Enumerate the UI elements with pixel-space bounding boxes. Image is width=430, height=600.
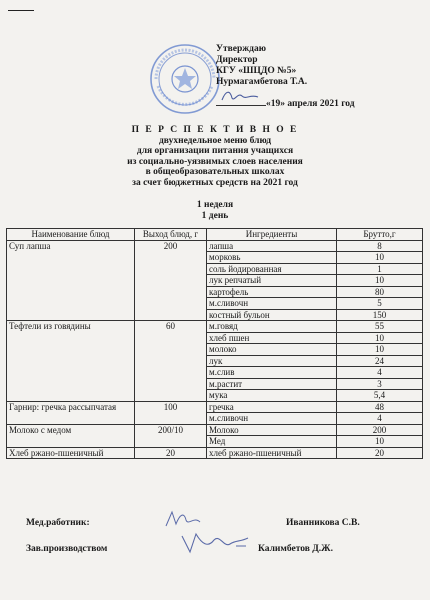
ingredient-gross: 10 xyxy=(337,252,423,264)
ingredient-name: картофель xyxy=(207,286,337,298)
approval-date-text: «19» апреля 2021 год xyxy=(266,99,355,109)
document-title xyxy=(0,125,430,188)
ingredient-name: Молоко xyxy=(207,424,337,436)
head-of-production-name: Калимбетов Д.Ж. xyxy=(258,544,333,554)
head-of-production-signature xyxy=(180,530,250,558)
title-line-3: из социально-уязвимых слоев населения xyxy=(127,156,303,167)
ingredient-name: лапша xyxy=(207,240,337,252)
title-line-5: за счет бюджетных средств на 2021 год xyxy=(132,177,298,188)
ingredient-gross: 4 xyxy=(337,413,423,425)
head-of-production-label: Зав.производством xyxy=(26,544,108,554)
ingredient-name: хлеб пшен xyxy=(207,332,337,344)
table-header-row xyxy=(7,229,423,241)
ingredient-gross: 10 xyxy=(337,275,423,287)
table-row xyxy=(7,401,423,413)
signature-line xyxy=(216,105,266,106)
dish-output: 200 xyxy=(135,240,207,321)
top-edge-line xyxy=(8,10,34,11)
table-row xyxy=(7,424,423,436)
ingredient-name: м.говяд xyxy=(207,321,337,333)
approval-line-3: КГУ «ШЦДО №5» xyxy=(216,66,297,76)
day-label: 1 день xyxy=(201,210,229,221)
med-worker-name: Иванникова С.В. xyxy=(286,518,360,528)
dish-output: 20 xyxy=(135,447,207,459)
med-worker-signature xyxy=(162,508,202,530)
header-ingredients: Ингредиенты xyxy=(207,229,337,241)
header-dish: Наименование блюд xyxy=(7,229,135,241)
approval-line-4: Нурмагамбетова Т.А. xyxy=(216,77,308,87)
title-heading: П Е Р С П Е К Т И В Н О Е xyxy=(131,125,299,135)
ingredient-gross: 10 xyxy=(337,344,423,356)
menu-table xyxy=(6,228,423,459)
dish-output: 100 xyxy=(135,401,207,424)
title-line-1: двухнедельное меню блюд xyxy=(158,135,272,146)
ingredient-gross: 24 xyxy=(337,355,423,367)
ingredient-name: морковь xyxy=(207,252,337,264)
approval-line-2: Директор xyxy=(216,55,258,65)
table-row xyxy=(7,321,423,333)
ingredient-name: лук xyxy=(207,355,337,367)
ingredient-gross: 4 xyxy=(337,367,423,379)
ingredient-gross: 48 xyxy=(337,401,423,413)
ingredient-name: хлеб ржано-пшеничный xyxy=(207,447,337,459)
table-row xyxy=(7,447,423,459)
ingredient-gross: 5 xyxy=(337,298,423,310)
header-gross: Брутто,г xyxy=(337,229,423,241)
table-row xyxy=(7,240,423,252)
ingredient-gross: 10 xyxy=(337,436,423,448)
dish-name: Суп лапша xyxy=(7,240,135,321)
official-stamp-seal xyxy=(148,42,222,116)
week-label: 1 неделя xyxy=(196,200,234,210)
header-output: Выход блюд, г xyxy=(135,229,207,241)
title-line-2: для организации питания учащихся xyxy=(136,146,294,156)
ingredient-gross: 20 xyxy=(337,447,423,459)
ingredient-name: м.растит xyxy=(207,378,337,390)
ingredient-name: м.сливочн xyxy=(207,413,337,425)
ingredient-gross: 5,4 xyxy=(337,390,423,402)
approval-date xyxy=(216,99,355,109)
ingredient-name: молоко xyxy=(207,344,337,356)
ingredient-name: гречка xyxy=(207,401,337,413)
ingredient-gross: 55 xyxy=(337,321,423,333)
ingredient-gross: 1 xyxy=(337,263,423,275)
ingredient-name: лук репчатый xyxy=(207,275,337,287)
ingredient-gross: 150 xyxy=(337,309,423,321)
approval-line-1: Утверждаю xyxy=(216,44,266,54)
ingredient-name: соль йодированная xyxy=(207,263,337,275)
ingredient-gross: 8 xyxy=(337,240,423,252)
dish-name: Гарнир: гречка рассыпчатая xyxy=(7,401,135,424)
ingredient-gross: 10 xyxy=(337,332,423,344)
ingredient-gross: 3 xyxy=(337,378,423,390)
ingredient-gross: 80 xyxy=(337,286,423,298)
dish-name: Тефтели из говядины xyxy=(7,321,135,402)
ingredient-name: Мед xyxy=(207,436,337,448)
week-day-label xyxy=(0,200,430,221)
ingredient-name: м.сливочн xyxy=(207,298,337,310)
title-line-4: в общеобразовательных школах xyxy=(145,167,285,177)
dish-name: Молоко с медом xyxy=(7,424,135,447)
dish-output: 60 xyxy=(135,321,207,402)
dish-output: 200/10 xyxy=(135,424,207,447)
ingredient-name: мука xyxy=(207,390,337,402)
med-worker-label: Мед.работник: xyxy=(26,518,90,528)
dish-name: Хлеб ржано-пшеничный xyxy=(7,447,135,459)
ingredient-name: костный бульон xyxy=(207,309,337,321)
ingredient-name: м.слив xyxy=(207,367,337,379)
approval-block xyxy=(216,44,307,88)
ingredient-gross: 200 xyxy=(337,424,423,436)
